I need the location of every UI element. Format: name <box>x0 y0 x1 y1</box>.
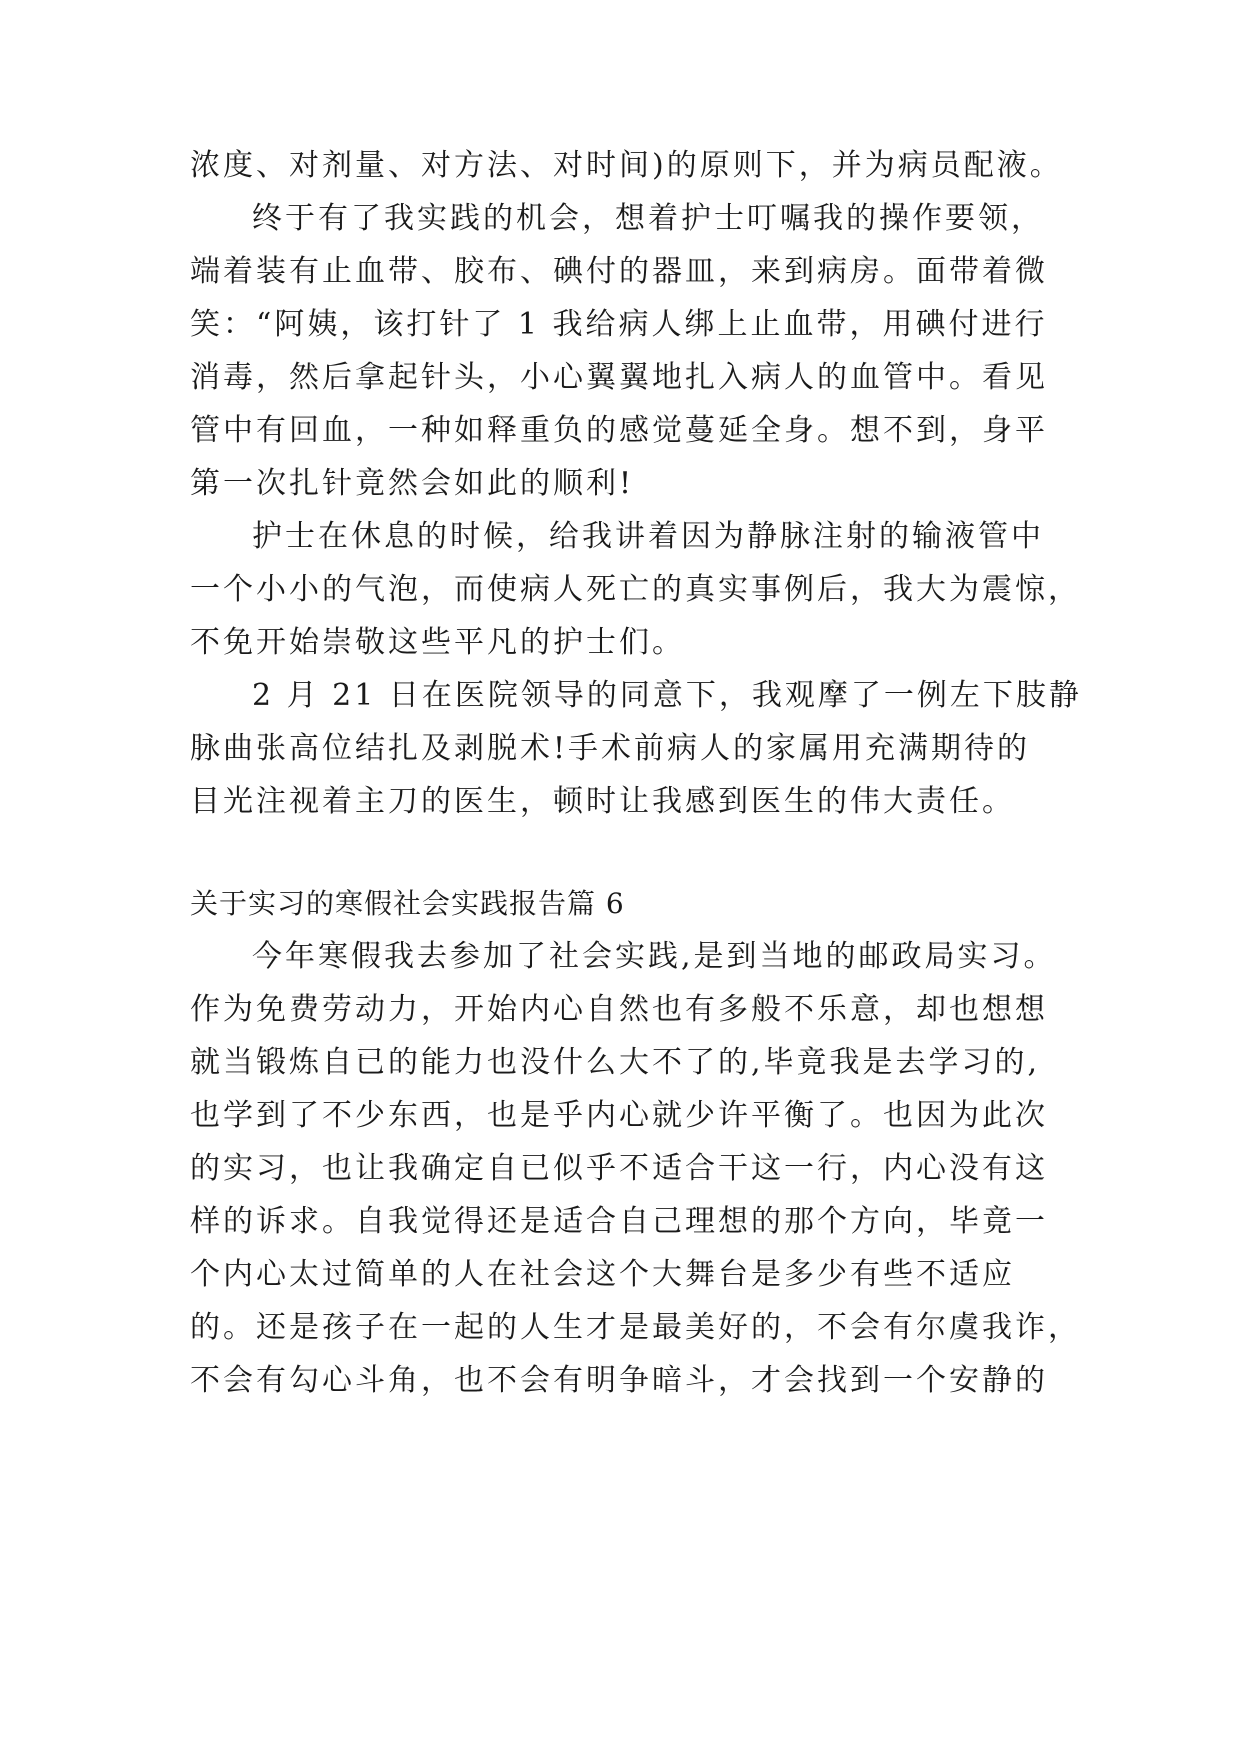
paragraph-line: 浓度、对剂量、对方法、对时间)的原则下，并为病员配液。 <box>190 148 1063 183</box>
paragraph-line: 不免开始崇敬这些平凡的护士们。 <box>190 625 685 660</box>
paragraph-line: 的实习，也让我确定自已似乎不适合干这一行，内心没有这 <box>190 1151 1048 1186</box>
paragraph-line: 一个小小的气泡，而使病人死亡的真实事例后，我大为震惊， <box>190 572 1081 607</box>
paragraph-line: 也学到了不少东西，也是乎内心就少许平衡了。也因为此次 <box>190 1098 1048 1133</box>
section-heading: 关于实习的寒假社会实践报告篇 6 <box>190 887 625 920</box>
paragraph-line: 2 月 21 日在医院领导的同意下，我观摩了一例左下肢静 <box>252 678 1082 713</box>
paragraph-line: 今年寒假我去参加了社会实践,是到当地的邮政局实习。 <box>252 939 1057 974</box>
paragraph-line: 护士在休息的时候，给我讲着因为静脉注射的输液管中 <box>252 519 1044 554</box>
paragraph-line: 消毒，然后拿起针头，小心翼翼地扎入病人的血管中。看见 <box>190 360 1048 395</box>
paragraph-line: 样的诉求。自我觉得还是适合自己理想的那个方向，毕竟一 <box>190 1204 1048 1239</box>
paragraph-line: 就当锻炼自已的能力也没什么大不了的,毕竟我是去学习的, <box>190 1045 1041 1080</box>
paragraph-line: 管中有回血，一种如释重负的感觉蔓延全身。想不到，身平 <box>190 413 1048 448</box>
paragraph-line: 脉曲张高位结扎及剥脱术!手术前病人的家属用充满期待的 <box>190 731 1031 766</box>
paragraph-line: 第一次扎针竟然会如此的顺利! <box>190 466 635 501</box>
paragraph-line: 个内心太过简单的人在社会这个大舞台是多少有些不适应 <box>190 1257 1015 1292</box>
paragraph-line: 端着装有止血带、胶布、碘付的器皿，来到病房。面带着微 <box>190 254 1048 289</box>
paragraph-line: 作为免费劳动力，开始内心自然也有多般不乐意，却也想想 <box>190 992 1048 1027</box>
paragraph-line: 不会有勾心斗角，也不会有明争暗斗，才会找到一个安静的 <box>190 1363 1048 1398</box>
paragraph-line: 的。还是孩子在一起的人生才是最美好的，不会有尔虞我诈， <box>190 1310 1081 1345</box>
paragraph-line: 笑：“阿姨，该打针了 1 我给病人绑上止血带，用碘付进行 <box>190 307 1048 342</box>
paragraph-line: 目光注视着主刀的医生，顿时让我感到医生的伟大责任。 <box>190 784 1015 819</box>
paragraph-line: 终于有了我实践的机会，想着护士叮嘱我的操作要领， <box>252 201 1044 236</box>
